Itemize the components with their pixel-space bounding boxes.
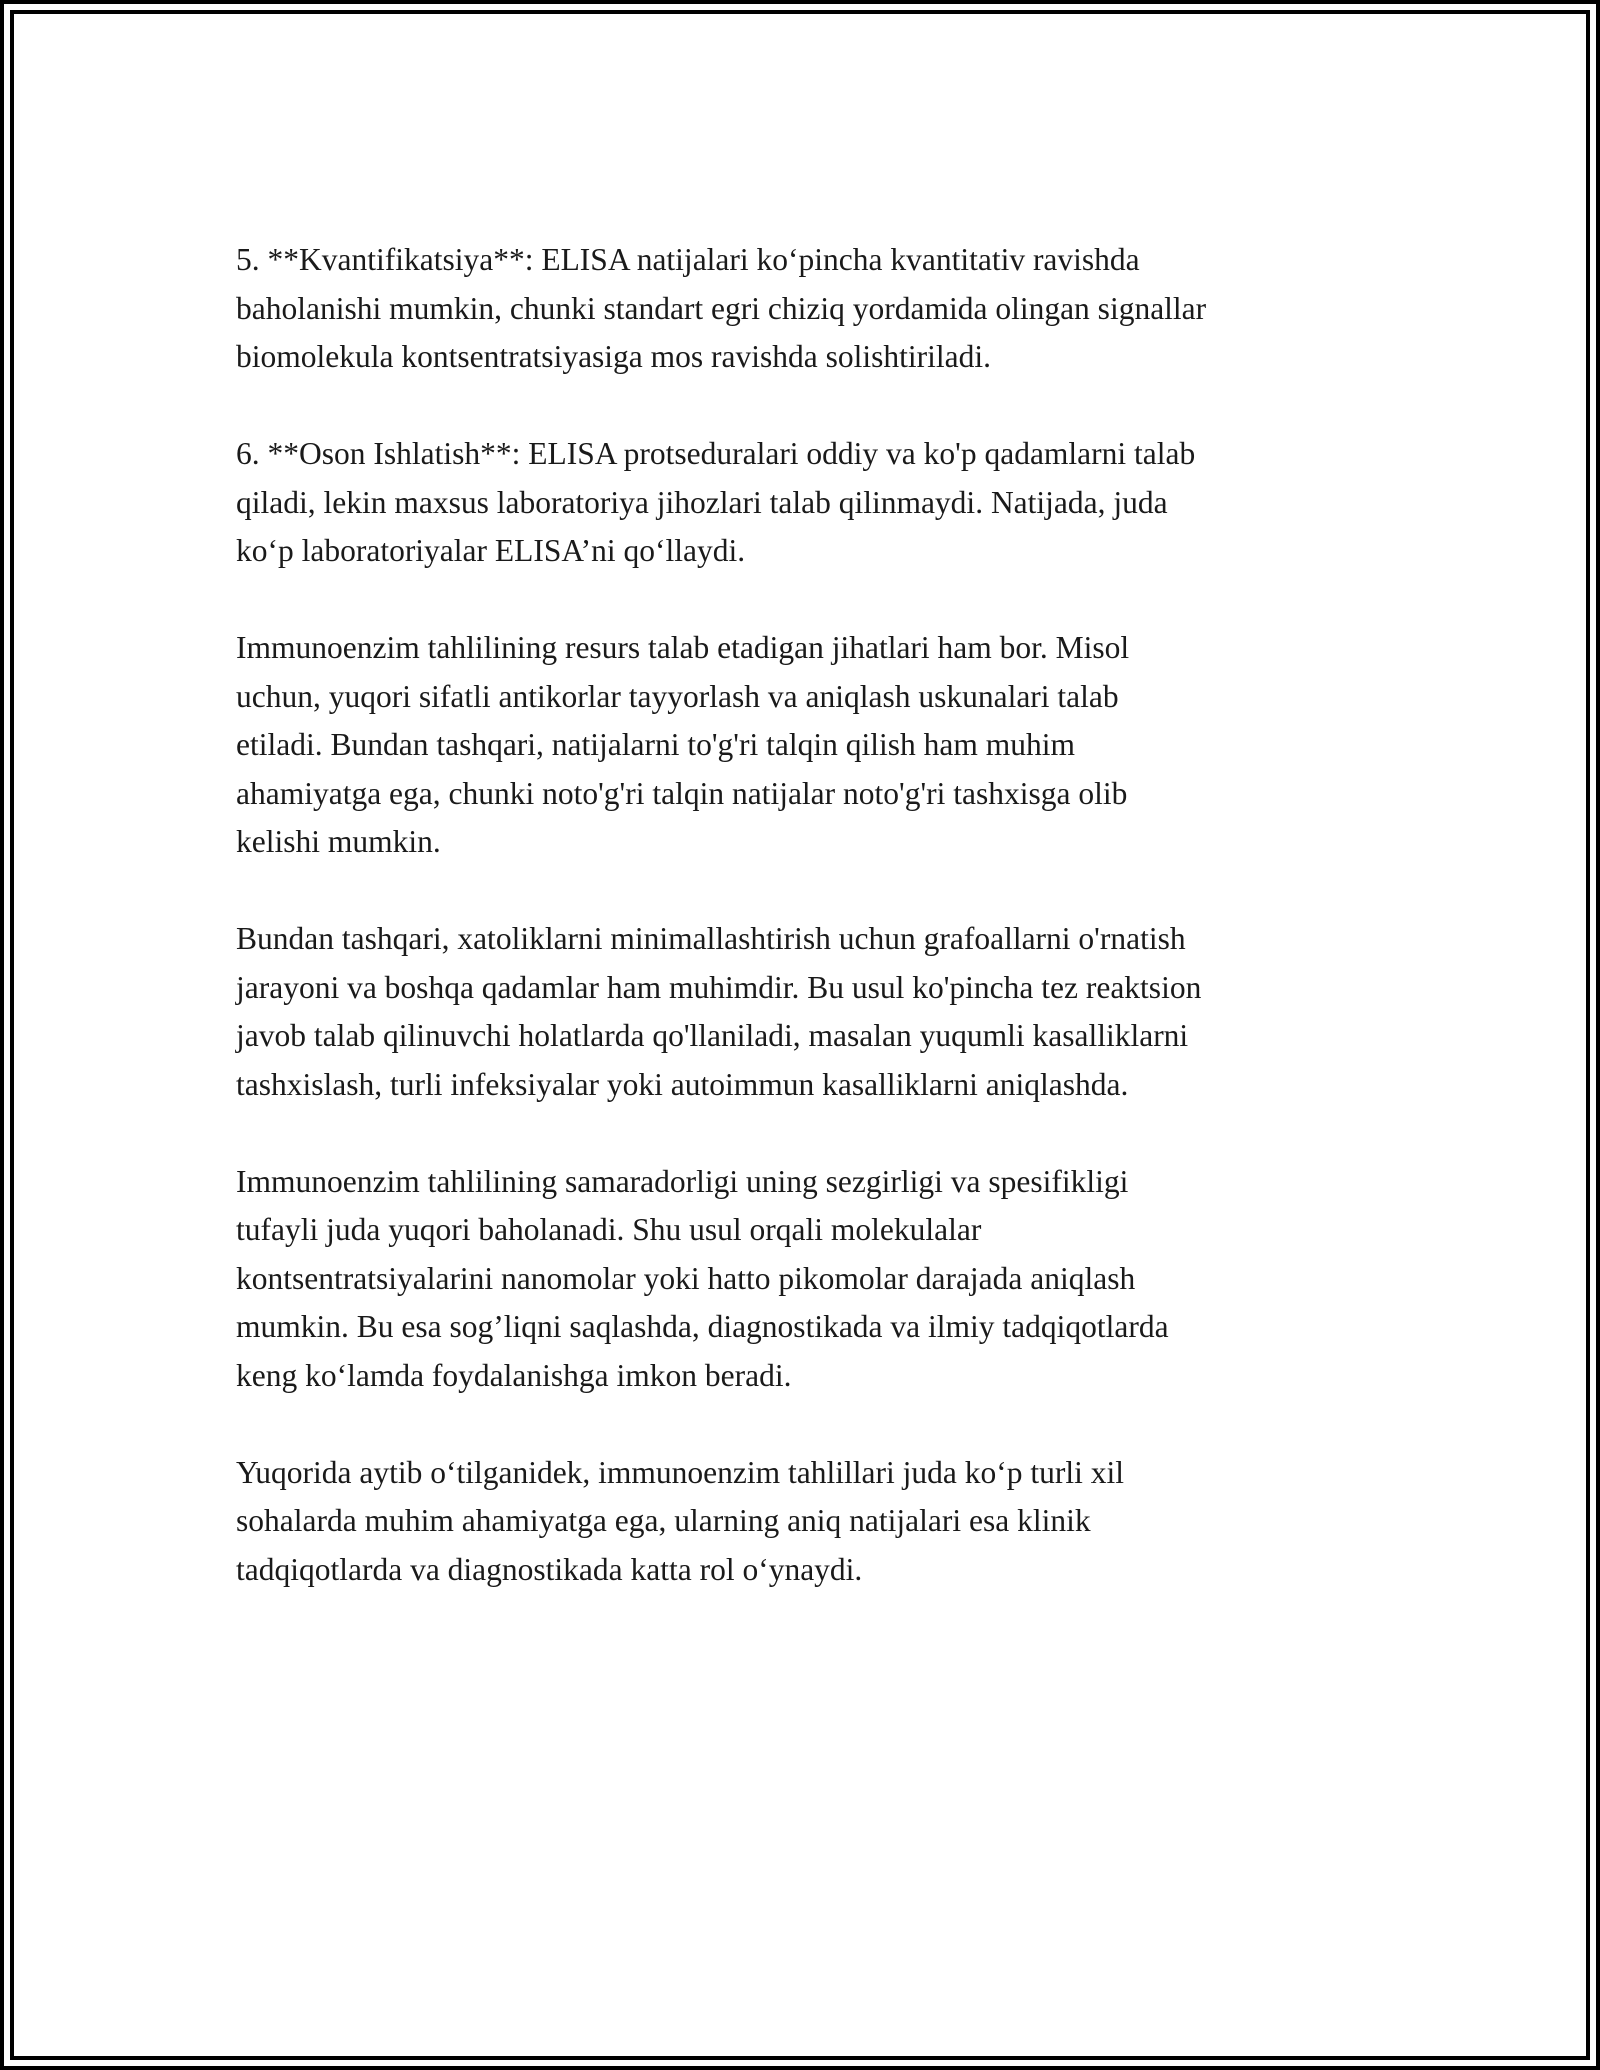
paragraph-error-minimization: Bundan tashqari, xatoliklarni minimallashtirish uchun grafoallarni o'rnatish jarayoni va boshqa qadamlar ham muhimdir. Bu usul ko'pincha tez reaktsion javob talab qilinuvchi holatlarda qo'llaniladi, masalan yuqumli kasalliklarni tashxislash, turli infeksiyalar yoki autoimmun kasalliklarni aniqlashda. <box>236 921 1202 1102</box>
paragraph-quantification: 5. **Kvantifikatsiya**: ELISA natijalari ko‘pincha kvantitativ ravishda baholanishi mumkin, chunki standart egri chiziq yordamida olingan signallar biomolekula kontsentratsiyasiga mos ravishda solishtiriladi. <box>236 242 1207 374</box>
paragraph-ease-of-use: 6. **Oson Ishlatish**: ELISA protseduralari oddiy va ko'p qadamlarni talab qiladi, lekin maxsus laboratoriya jihozlari talab qilinmaydi. Natijada, juda ko‘p laboratoriyalar ELISA’ni qo‘llaydi. <box>236 436 1196 568</box>
paragraph-effectiveness: Immunoenzim tahlilining samaradorligi uning sezgirligi va spesifikligi tufayli juda yuqori baholanadi. Shu usul orqali molekulalar kontsentratsiyalarini nanomolar yoki hatto pikomolar darajada aniqlash mumkin. Bu esa sog’liqni saqlashda, diagnostikada va ilmiy tadqiqotlarda keng ko‘lamda foydalanishga imkon beradi. <box>236 1163 1169 1393</box>
paragraph-conclusion: Yuqorida aytib o‘tilganidek, immunoenzim tahlillari juda ko‘p turli xil sohalarda muhim ahamiyatga ega, ularning aniq natijalari esa klinik tadqiqotlarda va diagnostikada katta rol o‘ynaydi. <box>236 1454 1124 1587</box>
document-body <box>236 236 1376 1643</box>
paragraph-resource-aspects: Immunoenzim tahlilining resurs talab etadigan jihatlari ham bor. Misol uchun, yuqori sifatli antikorlar tayyorlash va aniqlash uskunalari talab etiladi. Bundan tashqari, natijalarni to'g'ri talqin qilish ham muhim ahamiyatga ega, chunki noto'g'ri talqin natijalar noto'g'ri tashxisga olib kelishi mumkin. <box>236 630 1130 859</box>
